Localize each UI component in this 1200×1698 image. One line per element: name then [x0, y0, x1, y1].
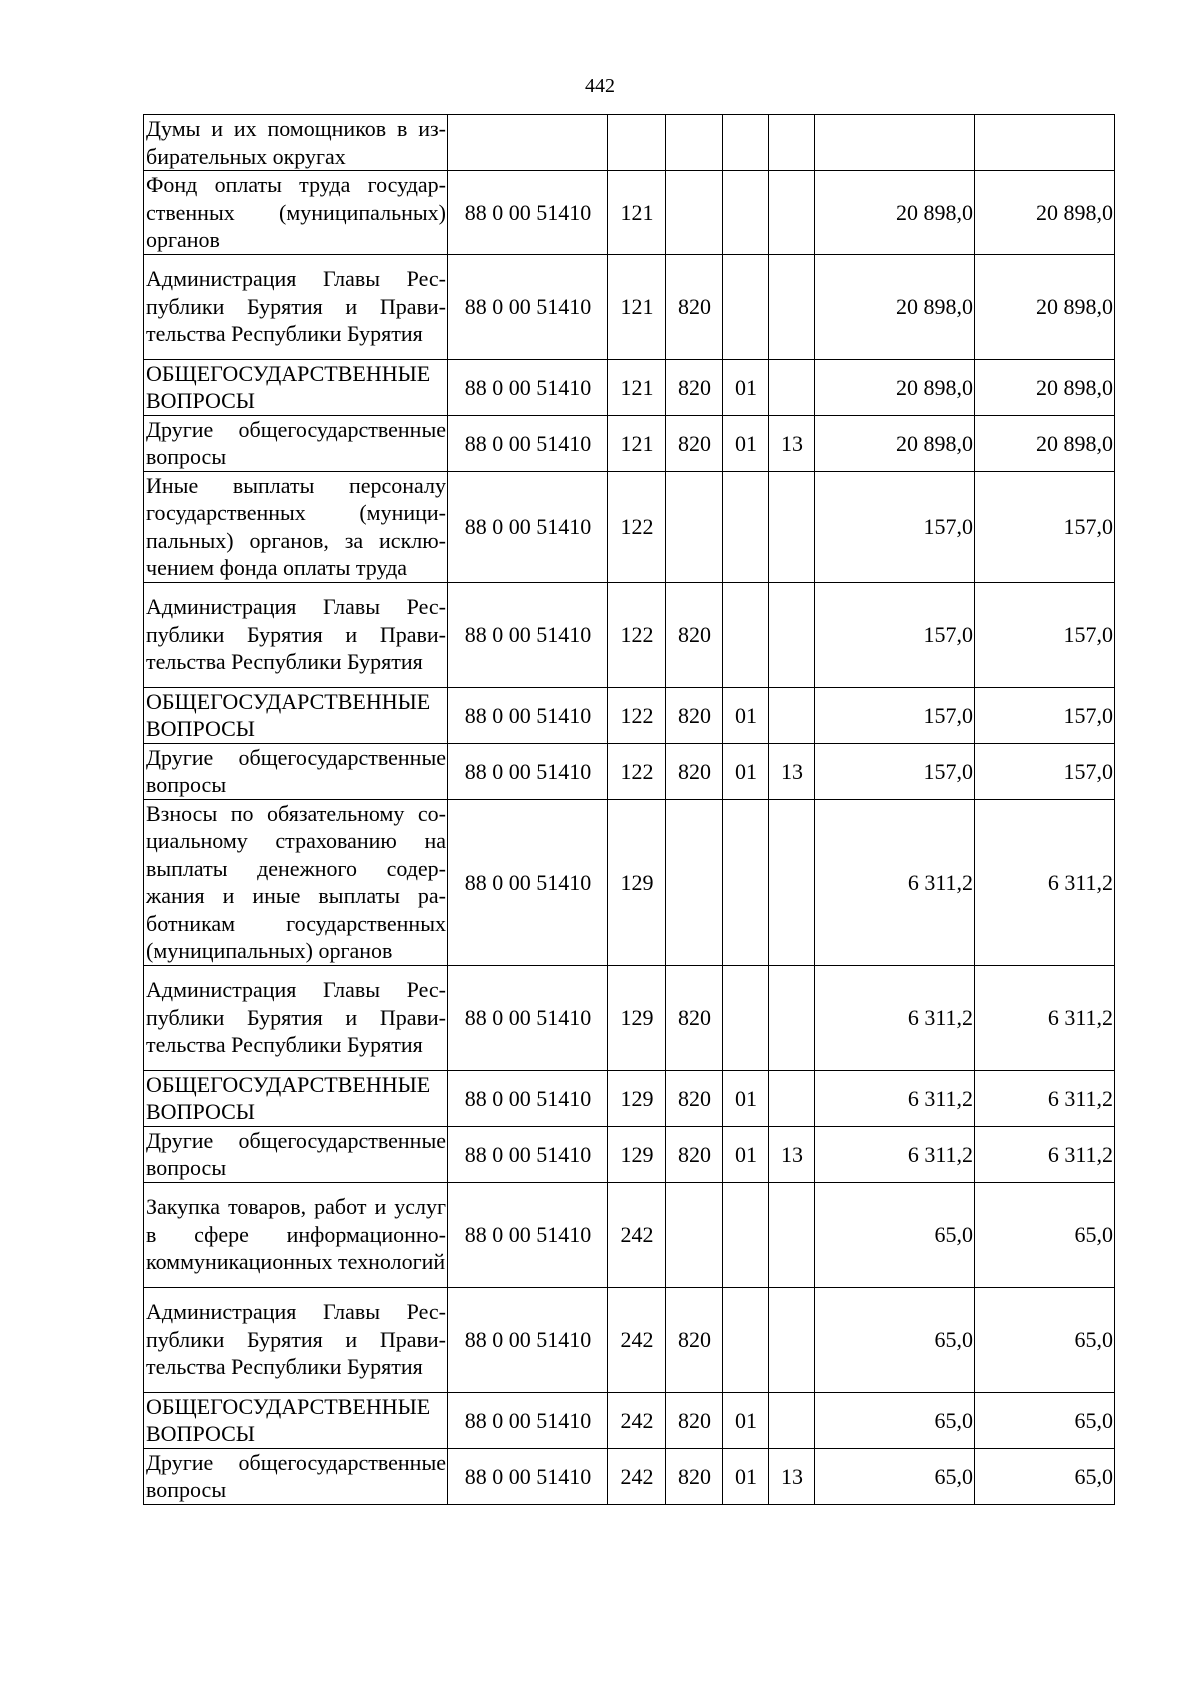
section-cell [723, 582, 769, 687]
amount-second-year-cell [975, 115, 1115, 171]
target-article-cell: 88 0 00 51410 [448, 415, 608, 471]
section-cell [723, 171, 769, 255]
item-name-cell: Другие общегосударственные вопросы [144, 743, 448, 799]
expense-type-cell: 122 [608, 582, 666, 687]
page-number: 442 [585, 75, 615, 97]
administrator-cell: 820 [666, 1392, 723, 1448]
table-row [144, 687, 1115, 743]
budget-table [143, 114, 1115, 1505]
amount-cell: 157,0 [815, 471, 975, 582]
administrator-cell: 820 [666, 359, 723, 415]
amount-second-year-cell: 65,0 [975, 1392, 1115, 1448]
item-name-cell: Фонд оплаты труда государственных (муниципальных) органов [144, 171, 448, 255]
amount-cell: 6 311,2 [815, 1126, 975, 1182]
expense-type-cell: 121 [608, 415, 666, 471]
subsection-cell [769, 1392, 815, 1448]
amount-second-year-cell: 6 311,2 [975, 1126, 1115, 1182]
item-name-cell: Администрация Главы Республики Бурятия и Правительства Республики Бурятия [144, 1287, 448, 1392]
amount-second-year-cell: 157,0 [975, 471, 1115, 582]
amount-second-year-cell: 157,0 [975, 582, 1115, 687]
subsection-cell [769, 1182, 815, 1287]
administrator-cell: 820 [666, 687, 723, 743]
target-article-cell [448, 115, 608, 171]
target-article-cell: 88 0 00 51410 [448, 1182, 608, 1287]
administrator-cell: 820 [666, 1070, 723, 1126]
table-row [144, 359, 1115, 415]
amount-second-year-cell: 157,0 [975, 743, 1115, 799]
section-cell: 01 [723, 1448, 769, 1504]
subsection-cell: 13 [769, 1126, 815, 1182]
item-name-cell: Иные выплаты персоналу государственных (муниципальных) органов, за исключением фонда оплаты труда [144, 471, 448, 582]
expense-type-cell [608, 115, 666, 171]
item-name-cell: Администрация Главы Республики Бурятия и Правительства Республики Бурятия [144, 254, 448, 359]
section-cell: 01 [723, 687, 769, 743]
item-name-cell: Другие общегосударственные вопросы [144, 415, 448, 471]
item-name-cell: ОБЩЕГОСУДАРСТВЕННЫЕ ВОПРОСЫ [144, 1070, 448, 1126]
amount-cell: 65,0 [815, 1392, 975, 1448]
amount-second-year-cell: 20 898,0 [975, 359, 1115, 415]
expense-type-cell: 122 [608, 471, 666, 582]
subsection-cell: 13 [769, 415, 815, 471]
target-article-cell: 88 0 00 51410 [448, 1126, 608, 1182]
target-article-cell: 88 0 00 51410 [448, 359, 608, 415]
section-cell: 01 [723, 1126, 769, 1182]
expense-type-cell: 121 [608, 171, 666, 255]
amount-second-year-cell: 20 898,0 [975, 171, 1115, 255]
amount-second-year-cell: 157,0 [975, 687, 1115, 743]
target-article-cell: 88 0 00 51410 [448, 965, 608, 1070]
item-name-cell: Другие общегосударственные вопросы [144, 1126, 448, 1182]
budget-table-body [144, 115, 1115, 1505]
target-article-cell: 88 0 00 51410 [448, 799, 608, 965]
amount-second-year-cell: 20 898,0 [975, 254, 1115, 359]
section-cell [723, 115, 769, 171]
expense-type-cell: 121 [608, 359, 666, 415]
section-cell: 01 [723, 359, 769, 415]
administrator-cell [666, 1182, 723, 1287]
target-article-cell: 88 0 00 51410 [448, 471, 608, 582]
table-row [144, 171, 1115, 255]
expense-type-cell: 121 [608, 254, 666, 359]
item-name-cell: Администрация Главы Республики Бурятия и Правительства Республики Бурятия [144, 965, 448, 1070]
amount-cell: 20 898,0 [815, 254, 975, 359]
amount-second-year-cell: 6 311,2 [975, 965, 1115, 1070]
subsection-cell [769, 171, 815, 255]
target-article-cell: 88 0 00 51410 [448, 582, 608, 687]
amount-cell [815, 115, 975, 171]
administrator-cell [666, 471, 723, 582]
administrator-cell: 820 [666, 582, 723, 687]
amount-second-year-cell: 65,0 [975, 1182, 1115, 1287]
amount-second-year-cell: 6 311,2 [975, 1070, 1115, 1126]
item-name-cell: Администрация Главы Республики Бурятия и Правительства Республики Бурятия [144, 582, 448, 687]
subsection-cell [769, 965, 815, 1070]
amount-cell: 65,0 [815, 1448, 975, 1504]
amount-second-year-cell: 20 898,0 [975, 415, 1115, 471]
amount-cell: 6 311,2 [815, 799, 975, 965]
table-row [144, 1448, 1115, 1504]
section-cell [723, 799, 769, 965]
expense-type-cell: 242 [608, 1182, 666, 1287]
expense-type-cell: 129 [608, 1070, 666, 1126]
section-cell [723, 965, 769, 1070]
table-row [144, 115, 1115, 171]
subsection-cell [769, 687, 815, 743]
administrator-cell: 820 [666, 965, 723, 1070]
subsection-cell [769, 115, 815, 171]
section-cell [723, 1182, 769, 1287]
administrator-cell [666, 799, 723, 965]
section-cell: 01 [723, 1392, 769, 1448]
target-article-cell: 88 0 00 51410 [448, 743, 608, 799]
target-article-cell: 88 0 00 51410 [448, 1392, 608, 1448]
item-name-cell: Закупка товаров, работ и услуг в сфере информационно-коммуникационных технологий [144, 1182, 448, 1287]
administrator-cell: 820 [666, 1126, 723, 1182]
amount-second-year-cell: 65,0 [975, 1287, 1115, 1392]
table-row [144, 799, 1115, 965]
administrator-cell: 820 [666, 415, 723, 471]
expense-type-cell: 242 [608, 1448, 666, 1504]
table-row [144, 1182, 1115, 1287]
table-row [144, 743, 1115, 799]
expense-type-cell: 122 [608, 743, 666, 799]
subsection-cell: 13 [769, 1448, 815, 1504]
section-cell [723, 471, 769, 582]
item-name-cell: Думы и их помощников в избирательных округах [144, 115, 448, 171]
target-article-cell: 88 0 00 51410 [448, 1287, 608, 1392]
amount-cell: 20 898,0 [815, 415, 975, 471]
amount-second-year-cell: 65,0 [975, 1448, 1115, 1504]
administrator-cell [666, 171, 723, 255]
expense-type-cell: 129 [608, 1126, 666, 1182]
table-row [144, 415, 1115, 471]
section-cell: 01 [723, 743, 769, 799]
administrator-cell: 820 [666, 1287, 723, 1392]
table-row [144, 1287, 1115, 1392]
section-cell [723, 254, 769, 359]
administrator-cell: 820 [666, 743, 723, 799]
subsection-cell [769, 359, 815, 415]
amount-cell: 157,0 [815, 743, 975, 799]
table-row [144, 1070, 1115, 1126]
section-cell: 01 [723, 415, 769, 471]
table-row [144, 471, 1115, 582]
target-article-cell: 88 0 00 51410 [448, 687, 608, 743]
administrator-cell: 820 [666, 1448, 723, 1504]
expense-type-cell: 129 [608, 799, 666, 965]
expense-type-cell: 122 [608, 687, 666, 743]
section-cell: 01 [723, 1070, 769, 1126]
item-name-cell: ОБЩЕГОСУДАРСТВЕННЫЕ ВОПРОСЫ [144, 687, 448, 743]
target-article-cell: 88 0 00 51410 [448, 254, 608, 359]
expense-type-cell: 242 [608, 1392, 666, 1448]
administrator-cell [666, 115, 723, 171]
amount-cell: 65,0 [815, 1182, 975, 1287]
subsection-cell [769, 1070, 815, 1126]
table-row [144, 1392, 1115, 1448]
expense-type-cell: 242 [608, 1287, 666, 1392]
amount-cell: 157,0 [815, 687, 975, 743]
expense-type-cell: 129 [608, 965, 666, 1070]
amount-cell: 157,0 [815, 582, 975, 687]
subsection-cell [769, 1287, 815, 1392]
amount-cell: 20 898,0 [815, 171, 975, 255]
section-cell [723, 1287, 769, 1392]
target-article-cell: 88 0 00 51410 [448, 171, 608, 255]
amount-cell: 6 311,2 [815, 965, 975, 1070]
item-name-cell: Взносы по обязательному социальному страхованию на выплаты денежного содержания и иные выплаты работникам государственных (муниципальных) органов [144, 799, 448, 965]
item-name-cell: ОБЩЕГОСУДАРСТВЕННЫЕ ВОПРОСЫ [144, 359, 448, 415]
amount-cell: 6 311,2 [815, 1070, 975, 1126]
table-row [144, 1126, 1115, 1182]
subsection-cell [769, 471, 815, 582]
subsection-cell [769, 582, 815, 687]
item-name-cell: ОБЩЕГОСУДАРСТВЕННЫЕ ВОПРОСЫ [144, 1392, 448, 1448]
table-row [144, 254, 1115, 359]
table-row [144, 582, 1115, 687]
subsection-cell: 13 [769, 743, 815, 799]
item-name-cell: Другие общегосударственные вопросы [144, 1448, 448, 1504]
administrator-cell: 820 [666, 254, 723, 359]
table-row [144, 965, 1115, 1070]
amount-cell: 65,0 [815, 1287, 975, 1392]
target-article-cell: 88 0 00 51410 [448, 1070, 608, 1126]
subsection-cell [769, 254, 815, 359]
amount-cell: 20 898,0 [815, 359, 975, 415]
subsection-cell [769, 799, 815, 965]
target-article-cell: 88 0 00 51410 [448, 1448, 608, 1504]
amount-second-year-cell: 6 311,2 [975, 799, 1115, 965]
